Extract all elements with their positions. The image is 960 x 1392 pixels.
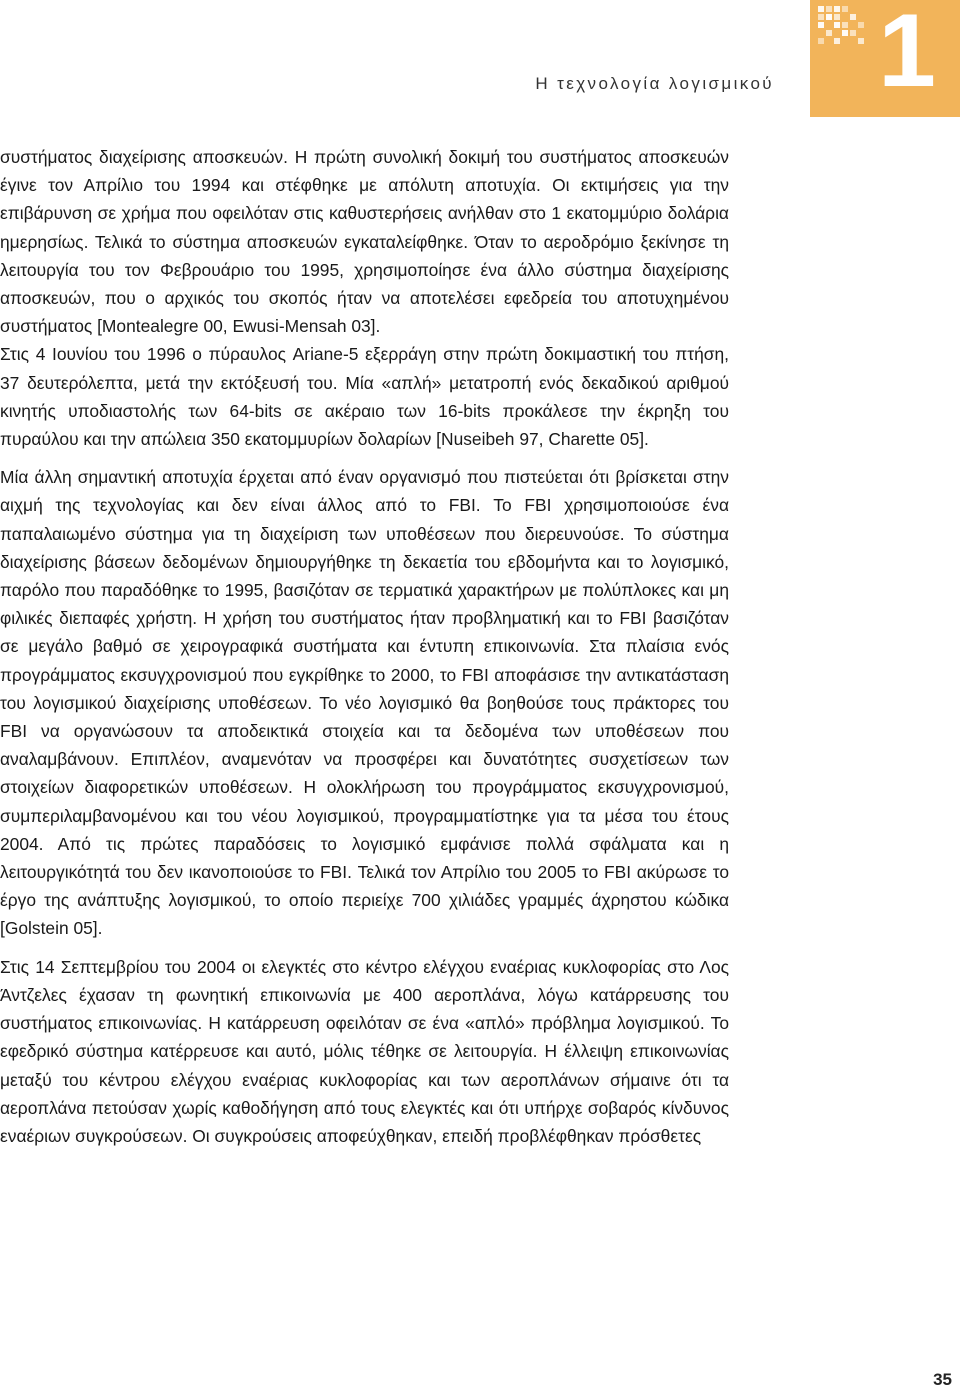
paragraph: συστήματος διαχείρισης αποσκευών. Η πρώτη συνολική δοκιμή του συστήματος αποσκευών έγινε τον Απρίλιο του 1994 και στέφθηκε με απόλυτη αποτυχία. Οι εκτιμήσεις για την επιβάρυνση σε χρήμα που οφειλόταν στις καθυστερήσεις ανήλθαν στο 1 εκατομμύριο δολάρια ημερησίως. Τελικά το σύστημα αποσκευών εγκαταλείφθηκε. Όταν το αεροδρόμιο ξεκίνησε τη λειτουργία του τον Φεβρουάριο του 1995, χρησιμοποίησε ένα άλλο σύστημα διαχείρισης αποσκευών, που ο αρχικός του σκοπός ήταν να αποτελέσει εφεδρεία του αποτυχημένου συστήματος [Montealegre 00, Ewusi-Mensah 03]. (0, 147, 729, 337)
page-number: 35 (933, 1370, 952, 1389)
running-head: Η τεχνολογία λογισμικού (535, 74, 774, 93)
paragraph: Στις 14 Σεπτεμβρίου του 2004 οι ελεγκτές στο κέντρο ελέγχου εναέριας κυκλοφορίας στο Λος Άντζελες έχασαν τη φωνητική επικοινωνία με 400 αεροπλάνα, λόγω κατάρρευσης του συστήματος επικοινωνίας. Η κατάρρευση οφειλόταν σε ένα «απλό» πρόβλημα λογισμικού. Το εφεδρικό σύστημα κατέρρευσε και αυτό, μόλις τέθηκε σε λειτουργία. Η έλλειψη επικοινωνίας μεταξύ του κέντρου ελέγχου εναέριας κυκλοφορίας και των αεροπλάνων σήμαινε ότι τα αεροπλάνα πετούσαν χωρίς καθοδήγηση από τους ελεγκτές και ότι υπήρχε σοβαρός κίνδυνος εναέριων συγκρούσεων. Οι συγκρούσεις αποφεύχθηκαν, επειδή προβλέφθηκαν πρόσθετες (0, 956, 729, 1146)
paragraph: Στις 4 Ιουνίου του 1996 ο πύραυλος Ariane-5 εξερράγη στην πρώτη δοκιμαστική του πτήση, 37 δευτερόλεπτα, μετά την εκτόξευσή του. Μία «απλή» μετατροπή ενός δεκαδικού αριθμού κινητής υποδιαστολής των 64-bits σε ακέραιο των 16-bits προκάλεσε την έκρηξη του πυραύλου και την απώλεια 350 εκατομμυρίων δολαρίων [Nuseibeh 97, Charette 05]. (0, 344, 729, 450)
paragraph: Μία άλλη σημαντική αποτυχία έρχεται από έναν οργανισμό που πιστεύεται ότι βρίσκεται στην αιχμή της τεχνολογίας και δεν είναι άλλος από το FBI. Το FBI χρησιμοποιούσε ένα παπαλαιωμένο σύστημα για τη διαχείριση των υποθέσεων που διερευνούσε. Το σύστημα διαχείρισης βάσεων δεδομένων δημιουργήθηκε τη δεκαετία του εβδομήντα και το λογισμικό, παρόλο που παραδόθηκε το 1995, βασιζόταν σε τερματικά χαρακτήρων με πολύπλοκες και μη φιλικές διεπαφές χρήστη. Η χρήση του συστήματος ήταν προβληματική και το FBI βασιζόταν σε μεγάλο βαθμό σε χειρογραφικά συστήματα και έντυπη επικοινωνία. Στα πλαίσια ενός προγράμματος εκσυγχρονισμού που εγκρίθηκε το 2000, το FBI αποφάσισε την αντικατάσταση του λογισμικού διαχείρισης υποθέσεων. Το νέο λογισμικό θα βοηθούσε τους πράκτορες του FBI να οργανώσουν τα αποδεικτικά στοιχεία και τα δεδομένα των υποθέσεων που αναλαμβάνουν. Επιπλέον, αναμενόταν να προσφέρει και δυνατότητες συσχετίσεων των στοιχείων διαφορετικών υποθέσεων. Η ολοκλήρωση του προγράμματος εκσυγχρονισμού, συμπεριλαμβανομένου και του νέου λογισμικού, προγραμματίστηκε για τα μέσα του έτους 2004. Από τις πρώτες παραδόσεις το λογισμικό εμφάνισε πολλά σφάλματα και η λειτουργικότητά του δεν ικανοποιούσε το FBI. Τελικά τον Απρίλιο του 2005 το FBI ακύρωσε το έργο της ανάπτυξης λογισμικού, το οποίο περιείχε 700 χιλιάδες γραμμές άχρηστου κώδικα [Golstein 05]. (0, 467, 729, 939)
chapter-tab (810, 0, 960, 117)
chapter-number: 1 (878, 0, 936, 109)
decorative-dots-icon (818, 6, 870, 52)
body-text (0, 143, 729, 1160)
